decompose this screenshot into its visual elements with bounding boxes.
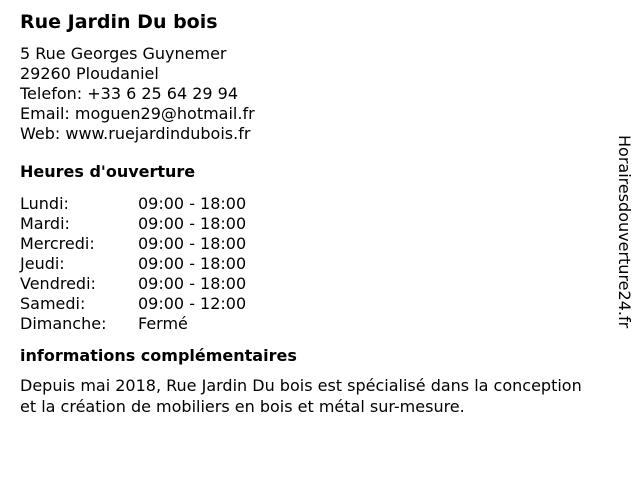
hours-time: Fermé: [138, 314, 188, 333]
additional-info-text: Depuis mai 2018, Rue Jardin Du bois est spécialisé dans la conception et la création de mobiliers en bois et métal sur-mesure.: [20, 376, 582, 416]
hours-time: 09:00 - 18:00: [138, 194, 247, 213]
address-city: 29260 Ploudaniel: [20, 64, 159, 83]
hours-row: [20, 234, 610, 254]
hours-day: Lundi:: [20, 194, 69, 213]
hours-row: [20, 314, 610, 334]
hours-time: 09:00 - 12:00: [138, 294, 247, 313]
hours-row: [20, 294, 610, 314]
site-watermark: Horairesdouverture24.fr: [615, 135, 634, 329]
hours-day: Mardi:: [20, 214, 70, 233]
hours-time: 09:00 - 18:00: [138, 254, 247, 273]
opening-hours-table: [20, 194, 610, 334]
hours-day: Mercredi:: [20, 234, 95, 253]
email-line: Email: moguen29@hotmail.fr: [20, 104, 255, 123]
hours-row: [20, 194, 610, 214]
hours-time: 09:00 - 18:00: [138, 214, 247, 233]
hours-day: Jeudi:: [20, 254, 65, 273]
web-line: Web: www.ruejardindubois.fr: [20, 124, 251, 143]
hours-day: Dimanche:: [20, 314, 107, 333]
hours-day: Vendredi:: [20, 274, 96, 293]
opening-hours-title: Heures d'ouverture: [20, 162, 196, 181]
hours-time: 09:00 - 18:00: [138, 234, 247, 253]
business-card: [20, 10, 610, 417]
hours-day: Samedi:: [20, 294, 86, 313]
hours-row: [20, 274, 610, 294]
address-street: 5 Rue Georges Guynemer: [20, 44, 227, 63]
hours-row: [20, 214, 610, 234]
hours-row: [20, 254, 610, 274]
business-name: Rue Jardin Du bois: [20, 11, 218, 33]
hours-time: 09:00 - 18:00: [138, 274, 247, 293]
phone-line: Telefon: +33 6 25 64 29 94: [20, 84, 239, 103]
additional-info-title: informations complémentaires: [20, 346, 297, 365]
